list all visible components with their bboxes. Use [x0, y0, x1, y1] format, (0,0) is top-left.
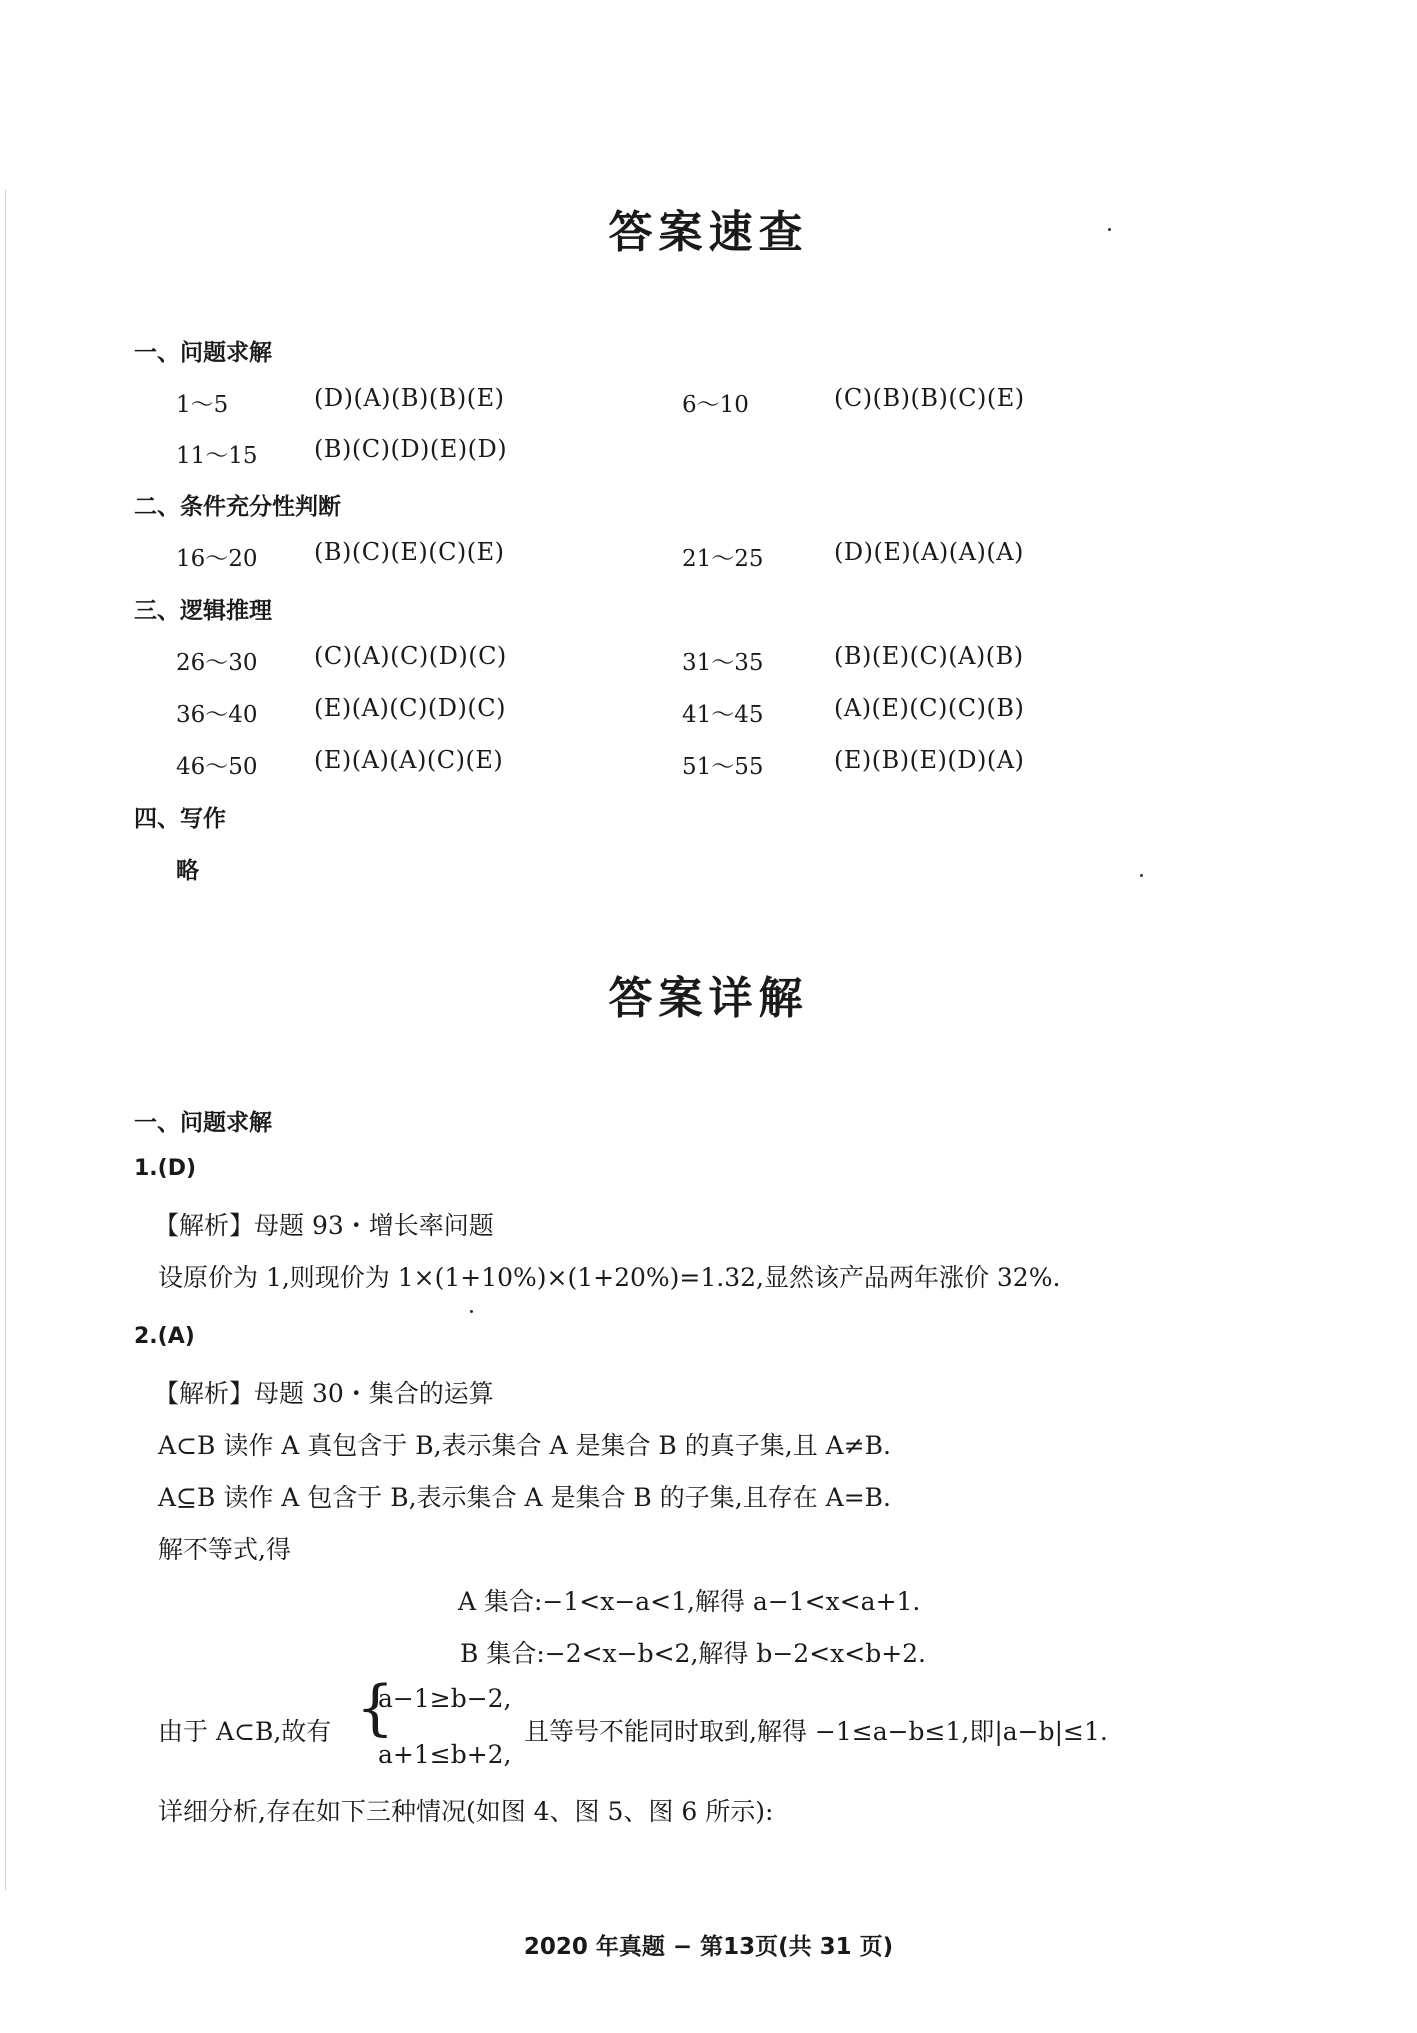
- answer-list: (B)(C)(D)(E)(D): [314, 435, 508, 463]
- section-heading-writing: 四、写作: [134, 806, 226, 832]
- answer-range: 46～50: [176, 754, 258, 780]
- system-line: a+1≤b+2,: [378, 1740, 512, 1769]
- writing-answer: 略: [176, 858, 199, 884]
- answer-list: (C)(A)(C)(D)(C): [314, 642, 507, 670]
- equation-line: A 集合:−1<x−a<1,解得 a−1<x<a+1.: [458, 1587, 921, 1616]
- section-heading-problem-solving-detail: 一、问题求解: [134, 1110, 272, 1136]
- detailed-answers-title: 答案详解: [608, 973, 809, 1024]
- answer-list: (E)(B)(E)(D)(A): [834, 746, 1025, 774]
- answer-range: 11～15: [176, 443, 258, 469]
- scan-edge-line: [5, 190, 6, 1890]
- solution-text: A⊂B 读作 A 真包含于 B,表示集合 A 是集合 B 的真子集,且 A≠B.: [158, 1431, 891, 1460]
- answer-range: 51～55: [682, 754, 764, 780]
- answer-range: 1～5: [176, 392, 229, 418]
- section-heading-logic: 三、逻辑推理: [134, 598, 272, 624]
- scan-speck: [470, 1310, 473, 1313]
- page-footer: 2020 年真题 − 第13页(共 31 页): [523, 1934, 894, 1960]
- answer-list: (C)(B)(B)(C)(E): [834, 384, 1025, 412]
- scan-speck: [1140, 874, 1143, 877]
- answer-list: (E)(A)(A)(C)(E): [314, 746, 504, 774]
- section-heading-sufficiency: 二、条件充分性判断: [134, 494, 341, 520]
- answer-list: (B)(E)(C)(A)(B): [834, 642, 1024, 670]
- solution-text: 设原价为 1,则现价为 1×(1+10%)×(1+20%)=1.32,显然该产品两年涨价 32%.: [158, 1263, 1061, 1292]
- answer-range: 6～10: [682, 392, 749, 418]
- answer-range: 26～30: [176, 650, 258, 676]
- system-line: a−1≥b−2,: [378, 1684, 512, 1713]
- solution-text: 解不等式,得: [158, 1535, 291, 1564]
- answer-range: 36～40: [176, 702, 258, 728]
- answer-list: (D)(A)(B)(B)(E): [314, 384, 505, 412]
- answer-list: (A)(E)(C)(C)(B): [834, 694, 1025, 722]
- solution-text: 详细分析,存在如下三种情况(如图 4、图 5、图 6 所示):: [158, 1797, 774, 1826]
- answer-range: 16～20: [176, 546, 258, 572]
- answer-list: (E)(A)(C)(D)(C): [314, 694, 506, 722]
- analysis-tag: 【解析】母题 93・增长率问题: [154, 1211, 494, 1240]
- answer-range: 21～25: [682, 546, 764, 572]
- solution-text: 由于 A⊂B,故有: [158, 1717, 332, 1746]
- question-number: 2.(A): [134, 1324, 195, 1349]
- answer-list: (D)(E)(A)(A)(A): [834, 538, 1024, 566]
- quick-answers-title: 答案速查: [608, 207, 809, 258]
- answer-range: 31～35: [682, 650, 764, 676]
- answer-range: 41～45: [682, 702, 764, 728]
- section-heading-problem-solving: 一、问题求解: [134, 340, 272, 366]
- equation-line: B 集合:−2<x−b<2,解得 b−2<x<b+2.: [460, 1639, 926, 1668]
- solution-text: A⊆B 读作 A 包含于 B,表示集合 A 是集合 B 的子集,且存在 A=B.: [158, 1483, 891, 1512]
- analysis-tag: 【解析】母题 30・集合的运算: [154, 1379, 494, 1408]
- answer-list: (B)(C)(E)(C)(E): [314, 538, 505, 566]
- solution-text: 且等号不能同时取到,解得 −1≤a−b≤1,即|a−b|≤1.: [524, 1717, 1108, 1746]
- brace-symbol: {: [356, 1673, 395, 1743]
- question-number: 1.(D): [134, 1156, 197, 1181]
